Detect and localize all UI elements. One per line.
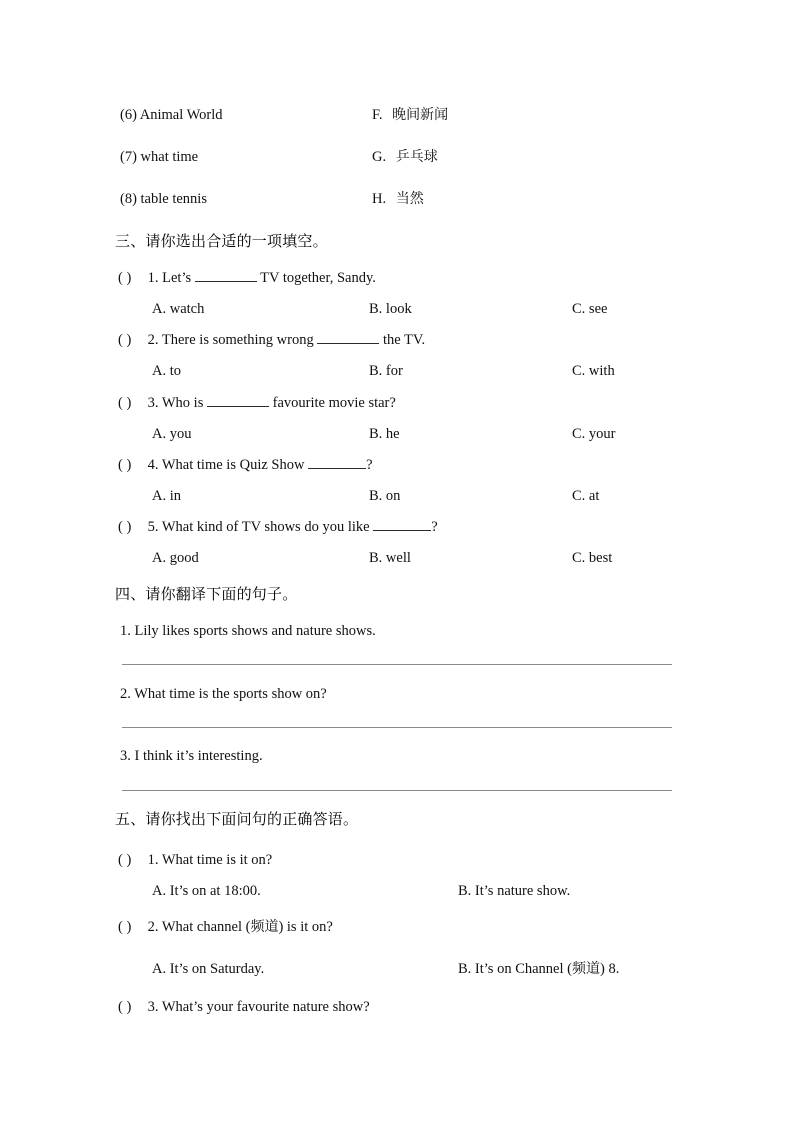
question-stem-before: Who is [161, 395, 204, 411]
question-number: 3. [147, 999, 159, 1015]
question-stem-after: favourite movie star? [272, 395, 396, 411]
fill-in-blank[interactable] [317, 343, 379, 344]
question-stem-before: What kind of TV shows do you like [161, 519, 370, 535]
matching-item-left: (8) table tennis [120, 191, 207, 207]
answer-box[interactable]: ( ) [118, 395, 132, 411]
matching-chinese-text: 当然 [395, 191, 424, 207]
option-b[interactable]: B. he [369, 426, 400, 442]
option-b[interactable]: B. for [369, 363, 403, 379]
option-c[interactable]: C. with [572, 363, 615, 379]
answer-box[interactable]: ( ) [118, 852, 132, 868]
question-number: 1. [147, 852, 159, 868]
question-stem-before: There is something wrong [161, 332, 314, 348]
option-a[interactable]: A. It’s on at 18:00. [152, 883, 261, 899]
question-number: 2. [147, 919, 159, 935]
fill-in-blank[interactable] [373, 530, 431, 531]
option-a[interactable]: A. good [152, 550, 199, 566]
answer-box[interactable]: ( ) [118, 457, 132, 473]
answer-box[interactable]: ( ) [118, 519, 132, 535]
fill-in-blank[interactable] [207, 406, 269, 407]
option-c[interactable]: C. at [572, 488, 600, 504]
answer-rule[interactable] [122, 727, 672, 728]
answer-box[interactable]: ( ) [118, 332, 132, 348]
answer-rule[interactable] [122, 664, 672, 665]
question-stem-after: the TV. [382, 332, 426, 348]
matching-chinese-text: 晚间新闻 [392, 107, 449, 123]
option-b[interactable]: B. well [369, 550, 411, 566]
translate-sentence-1: 1. Lily likes sports shows and nature shows. [120, 623, 376, 639]
option-a[interactable]: A. watch [152, 301, 205, 317]
matching-letter: H. [372, 191, 387, 207]
section-five-question-3 [118, 1000, 370, 1015]
option-c[interactable]: C. see [572, 301, 608, 317]
fill-in-blank[interactable] [195, 281, 257, 282]
question-stem-before: Let’s [162, 270, 192, 286]
matching-item-left: (7) what time [120, 149, 199, 165]
answer-box[interactable]: ( ) [118, 999, 132, 1015]
option-a[interactable]: A. to [152, 363, 181, 379]
option-b-chinese: 频道 [571, 961, 600, 977]
matching-item-right [372, 192, 424, 207]
question-number: 5. [147, 519, 159, 535]
section-five-question-1 [118, 853, 272, 868]
section-three-question-5 [118, 520, 438, 535]
section-three-question-2 [118, 333, 425, 348]
question-stem-after: TV together, Sandy. [260, 270, 376, 286]
matching-chinese-text: 乒乓球 [395, 149, 438, 165]
answer-box[interactable]: ( ) [118, 270, 132, 286]
question-stem-before: What time is Quiz Show [161, 457, 305, 473]
question-number: 3. [147, 395, 159, 411]
section-five-question-2 [118, 920, 333, 935]
question-stem-chinese: 频道 [250, 919, 279, 935]
option-b[interactable] [458, 962, 619, 977]
matching-letter: F. [372, 107, 383, 123]
question-number: 1. [147, 270, 159, 286]
option-b[interactable]: B. It’s nature show. [458, 883, 571, 899]
question-number: 2. [147, 332, 159, 348]
section-five-heading: 五、请你找出下面问句的正确答语。 [115, 810, 359, 828]
question-stem-after: ? [366, 457, 373, 473]
question-stem: What time is it on? [161, 852, 273, 868]
option-b-after: ) 8. [599, 961, 620, 977]
section-three-heading: 三、请你选出合适的一项填空。 [115, 232, 328, 250]
question-stem-after: ) is it on? [278, 919, 333, 935]
option-a[interactable]: A. in [152, 488, 181, 504]
option-b-before: B. It’s on Channel ( [458, 961, 572, 977]
option-c[interactable]: C. best [572, 550, 613, 566]
section-three-question-4 [118, 458, 373, 473]
section-four-heading: 四、请你翻译下面的句子。 [115, 585, 298, 603]
fill-in-blank[interactable] [308, 468, 366, 469]
answer-rule[interactable] [122, 790, 672, 791]
option-b[interactable]: B. on [369, 488, 401, 504]
question-stem-after: ? [431, 519, 438, 535]
answer-box[interactable]: ( ) [118, 919, 132, 935]
translate-sentence-2: 2. What time is the sports show on? [120, 686, 327, 702]
matching-item-right [372, 150, 438, 165]
section-three-question-1 [118, 271, 376, 286]
option-a[interactable]: A. you [152, 426, 192, 442]
matching-letter: G. [372, 149, 387, 165]
matching-item-left: (6) Animal World [120, 107, 223, 123]
question-stem-before: What channel ( [161, 919, 251, 935]
section-three-question-3 [118, 396, 396, 411]
option-c[interactable]: C. your [572, 426, 616, 442]
question-number: 4. [147, 457, 159, 473]
question-stem: What’s your favourite nature show? [161, 999, 370, 1015]
option-b[interactable]: B. look [369, 301, 412, 317]
matching-item-right [372, 108, 448, 123]
option-a[interactable]: A. It’s on Saturday. [152, 961, 265, 977]
translate-sentence-3: 3. I think it’s interesting. [120, 748, 263, 764]
